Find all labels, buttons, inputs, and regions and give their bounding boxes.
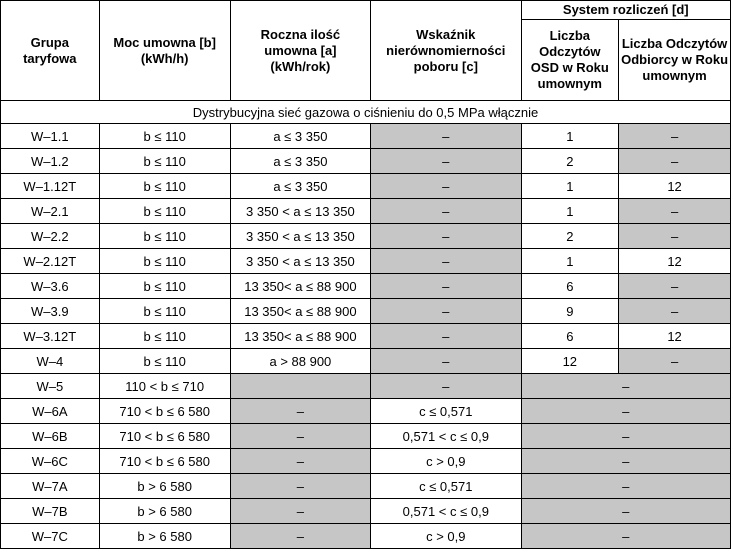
osd-cell: 1 xyxy=(521,249,619,274)
indicator-cell: c ≤ 0,571 xyxy=(371,474,521,499)
header-group: Grupa taryfowa xyxy=(1,1,100,101)
group-cell: W–1.12T xyxy=(1,174,100,199)
annual-cell: 13 350< a ≤ 88 900 xyxy=(230,324,370,349)
power-cell: b ≤ 110 xyxy=(99,149,230,174)
header-annual: Roczna ilość umowna [a] (kWh/rok) xyxy=(230,1,370,101)
osd-cell: 9 xyxy=(521,299,619,324)
section-label: Dystrybucyjna sieć gazowa o ciśnieniu do 0,5 MPa włącznie xyxy=(1,101,731,124)
header-system: System rozliczeń [d] xyxy=(521,1,730,20)
power-cell: 710 < b ≤ 6 580 xyxy=(99,399,230,424)
group-cell: W–6C xyxy=(1,449,100,474)
annual-cell: 3 350 < a ≤ 13 350 xyxy=(230,199,370,224)
osd-cell: 2 xyxy=(521,224,619,249)
annual-cell: 3 350 < a ≤ 13 350 xyxy=(230,224,370,249)
power-cell: b ≤ 110 xyxy=(99,174,230,199)
indicator-cell: – xyxy=(371,349,521,374)
group-cell: W–1.2 xyxy=(1,149,100,174)
group-cell: W–2.2 xyxy=(1,224,100,249)
group-cell: W–3.12T xyxy=(1,324,100,349)
annual-cell: 13 350< a ≤ 88 900 xyxy=(230,299,370,324)
annual-cell: a ≤ 3 350 xyxy=(230,174,370,199)
system-cell: – xyxy=(521,524,730,549)
indicator-cell: – xyxy=(371,299,521,324)
power-cell: 710 < b ≤ 6 580 xyxy=(99,424,230,449)
indicator-cell: – xyxy=(371,174,521,199)
table-row xyxy=(1,174,731,199)
power-cell: b ≤ 110 xyxy=(99,274,230,299)
power-cell: b ≤ 110 xyxy=(99,224,230,249)
recipient-cell: – xyxy=(619,274,731,299)
indicator-cell: c ≤ 0,571 xyxy=(371,399,521,424)
indicator-cell: c > 0,9 xyxy=(371,449,521,474)
osd-cell: 6 xyxy=(521,324,619,349)
annual-cell: 3 350 < a ≤ 13 350 xyxy=(230,249,370,274)
indicator-cell: 0,571 < c ≤ 0,9 xyxy=(371,424,521,449)
recipient-cell: – xyxy=(619,149,731,174)
indicator-cell: – xyxy=(371,249,521,274)
system-cell: – xyxy=(521,424,730,449)
osd-cell: 1 xyxy=(521,124,619,149)
osd-cell: 2 xyxy=(521,149,619,174)
table-row xyxy=(1,374,731,399)
annual-cell: – xyxy=(230,524,370,549)
power-cell: b ≤ 110 xyxy=(99,124,230,149)
group-cell: W–7C xyxy=(1,524,100,549)
group-cell: W–1.1 xyxy=(1,124,100,149)
header-indicator: Wskaźnik nierównomierności poboru [c] xyxy=(371,1,521,101)
power-cell: b > 6 580 xyxy=(99,474,230,499)
system-cell: – xyxy=(521,449,730,474)
group-cell: W–5 xyxy=(1,374,100,399)
annual-cell: a > 88 900 xyxy=(230,349,370,374)
header-osd: Liczba Odczytów OSD w Roku umownym xyxy=(521,20,619,101)
group-cell: W–6A xyxy=(1,399,100,424)
annual-cell: – xyxy=(230,424,370,449)
power-cell: b ≤ 110 xyxy=(99,199,230,224)
table-row xyxy=(1,149,731,174)
power-cell: b ≤ 110 xyxy=(99,324,230,349)
recipient-cell: – xyxy=(619,299,731,324)
osd-cell: 6 xyxy=(521,274,619,299)
power-cell: 710 < b ≤ 6 580 xyxy=(99,449,230,474)
group-cell: W–2.1 xyxy=(1,199,100,224)
group-cell: W–6B xyxy=(1,424,100,449)
power-cell: b ≤ 110 xyxy=(99,299,230,324)
indicator-cell: – xyxy=(371,324,521,349)
power-cell: b > 6 580 xyxy=(99,524,230,549)
table-row xyxy=(1,474,731,499)
table-row xyxy=(1,199,731,224)
recipient-cell: 12 xyxy=(619,249,731,274)
system-cell: – xyxy=(521,374,730,399)
table-row xyxy=(1,224,731,249)
table-row xyxy=(1,499,731,524)
indicator-cell: – xyxy=(371,124,521,149)
annual-cell: – xyxy=(230,449,370,474)
table-row xyxy=(1,299,731,324)
recipient-cell: 12 xyxy=(619,324,731,349)
recipient-cell: – xyxy=(619,124,731,149)
recipient-cell: – xyxy=(619,199,731,224)
indicator-cell: c > 0,9 xyxy=(371,524,521,549)
table-row xyxy=(1,449,731,474)
power-cell: b ≤ 110 xyxy=(99,349,230,374)
table-row xyxy=(1,524,731,549)
annual-cell: 13 350< a ≤ 88 900 xyxy=(230,274,370,299)
header-recipient: Liczba Odczytów Odbiorcy w Roku umownym xyxy=(619,20,731,101)
annual-cell: – xyxy=(230,474,370,499)
system-cell: – xyxy=(521,474,730,499)
recipient-cell: – xyxy=(619,224,731,249)
osd-cell: 1 xyxy=(521,174,619,199)
indicator-cell: – xyxy=(371,224,521,249)
indicator-cell: – xyxy=(371,149,521,174)
recipient-cell: 12 xyxy=(619,174,731,199)
system-cell: – xyxy=(521,399,730,424)
table-row xyxy=(1,124,731,149)
indicator-cell: – xyxy=(371,274,521,299)
indicator-cell: 0,571 < c ≤ 0,9 xyxy=(371,499,521,524)
osd-cell: 12 xyxy=(521,349,619,374)
power-cell: b ≤ 110 xyxy=(99,249,230,274)
group-cell: W–7B xyxy=(1,499,100,524)
power-cell: 110 < b ≤ 710 xyxy=(99,374,230,399)
annual-cell: a ≤ 3 350 xyxy=(230,124,370,149)
recipient-cell: – xyxy=(619,349,731,374)
group-cell: W–7A xyxy=(1,474,100,499)
group-cell: W–3.6 xyxy=(1,274,100,299)
table-row xyxy=(1,249,731,274)
power-cell: b > 6 580 xyxy=(99,499,230,524)
system-cell: – xyxy=(521,499,730,524)
group-cell: W–4 xyxy=(1,349,100,374)
group-cell: W–3.9 xyxy=(1,299,100,324)
table-row xyxy=(1,349,731,374)
group-cell: W–2.12T xyxy=(1,249,100,274)
header-power: Moc umowna [b] (kWh/h) xyxy=(99,1,230,101)
table-row xyxy=(1,399,731,424)
annual-cell: – xyxy=(230,399,370,424)
table-row xyxy=(1,274,731,299)
annual-cell: – xyxy=(230,499,370,524)
annual-cell: a ≤ 3 350 xyxy=(230,149,370,174)
annual-cell xyxy=(230,374,370,399)
osd-cell: 1 xyxy=(521,199,619,224)
table-row xyxy=(1,324,731,349)
table-row xyxy=(1,424,731,449)
indicator-cell: – xyxy=(371,374,521,399)
indicator-cell: – xyxy=(371,199,521,224)
